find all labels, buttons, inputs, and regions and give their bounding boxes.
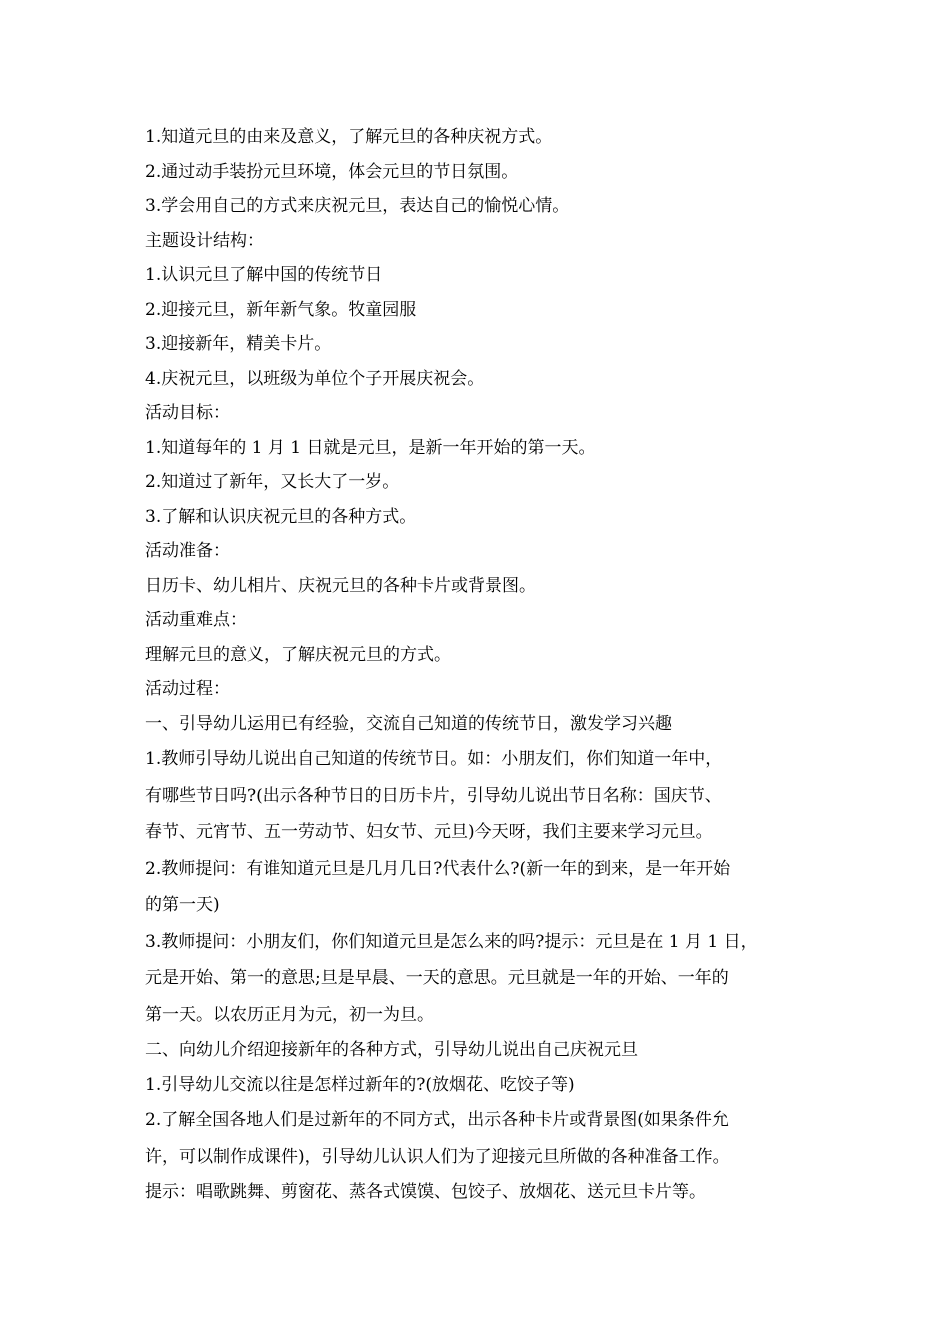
preparation-heading: 活动准备： [145,541,230,561]
key-points-heading: 活动重难点： [145,610,247,630]
structure-item-4: 4.庆祝元旦，以班级为单位个子开展庆祝会。 [145,368,485,389]
paragraph-line: 的第一天) [145,895,220,915]
goal-line-1: 1.知道元旦的由来及意义，了解元旦的各种庆祝方式。 [145,127,553,147]
structure-item-1: 1.认识元旦了解中国的传统节日 [145,265,383,285]
goal-line-3: 3.学会用自己的方式来庆祝元旦，表达自己的愉悦心情。 [145,196,570,216]
paragraph-line: 第一天。以农历正月为元，初一为旦。 [145,1004,434,1025]
teacher-question-paragraph-2 [145,851,825,924]
paragraph-line: 3.教师提问：小朋友们，你们知道元旦是怎么来的吗?提示：元旦是在 1 月 1 日， [145,931,758,952]
paragraph-line: 春节、元宵节、五一劳动节、妇女节、元旦)今天呀，我们主要来学习元旦。 [145,822,713,842]
paragraph-line: 有哪些节日吗?(出示各种节日的日历卡片，引导幼儿说出节日名称：国庆节、 [145,785,722,806]
objective-item-2: 2.知道过了新年，又长大了一岁。 [145,472,400,492]
objective-item-3: 3.了解和认识庆祝元旦的各种方式。 [145,506,417,527]
paragraph-line: 许，可以制作成课件)，引导幼儿认识人们为了迎接元旦所做的各种准备工作。 [145,1146,730,1167]
goal-line-2: 2.通过动手装扮元旦环境，体会元旦的节日氛围。 [145,161,519,182]
section-two-item-1: 1.引导幼儿交流以往是怎样过新年的?(放烟花、吃饺子等) [145,1074,575,1095]
document-page [145,120,825,1210]
section-one-heading: 一、引导幼儿运用已有经验，交流自己知道的传统节日，激发学习兴趣 [145,713,672,734]
preparation-text: 日历卡、幼儿相片、庆祝元旦的各种卡片或背景图。 [145,575,536,596]
section-two-heading: 二、向幼儿介绍迎接新年的各种方式，引导幼儿说出自己庆祝元旦 [145,1040,638,1060]
process-heading: 活动过程： [145,679,230,699]
paragraph-line: 2.教师提问：有谁知道元旦是几月几日?代表什么?(新一年的到来，是一年开始 [145,858,731,879]
key-points-text: 理解元旦的意义，了解庆祝元旦的方式。 [145,644,451,665]
objective-item-1: 1.知道每年的 1 月 1 日就是元旦，是新一年开始的第一天。 [145,437,596,458]
paragraph-line: 2.了解全国各地人们是过新年的不同方式，出示各种卡片或背景图(如果条件允 [145,1110,729,1130]
structure-heading: 主题设计结构： [145,230,264,251]
objectives-heading: 活动目标： [145,403,230,423]
teacher-question-paragraph-3 [145,924,825,1034]
section-two-item-2 [145,1102,825,1175]
structure-item-2: 2.迎接元旦，新年新气象。牧童园服 [145,299,417,320]
paragraph-line: 元是开始、第一的意思;旦是早晨、一天的意思。元旦就是一年的开始、一年的 [145,968,729,988]
structure-item-3: 3.迎接新年，精美卡片。 [145,334,332,354]
teacher-guide-paragraph-1 [145,741,825,851]
section-two-hint: 提示：唱歌跳舞、剪窗花、蒸各式馍馍、包饺子、放烟花、送元旦卡片等。 [145,1182,706,1202]
paragraph-line: 1.教师引导幼儿说出自己知道的传统节日。如：小朋友们，你们知道一年中， [145,749,723,769]
